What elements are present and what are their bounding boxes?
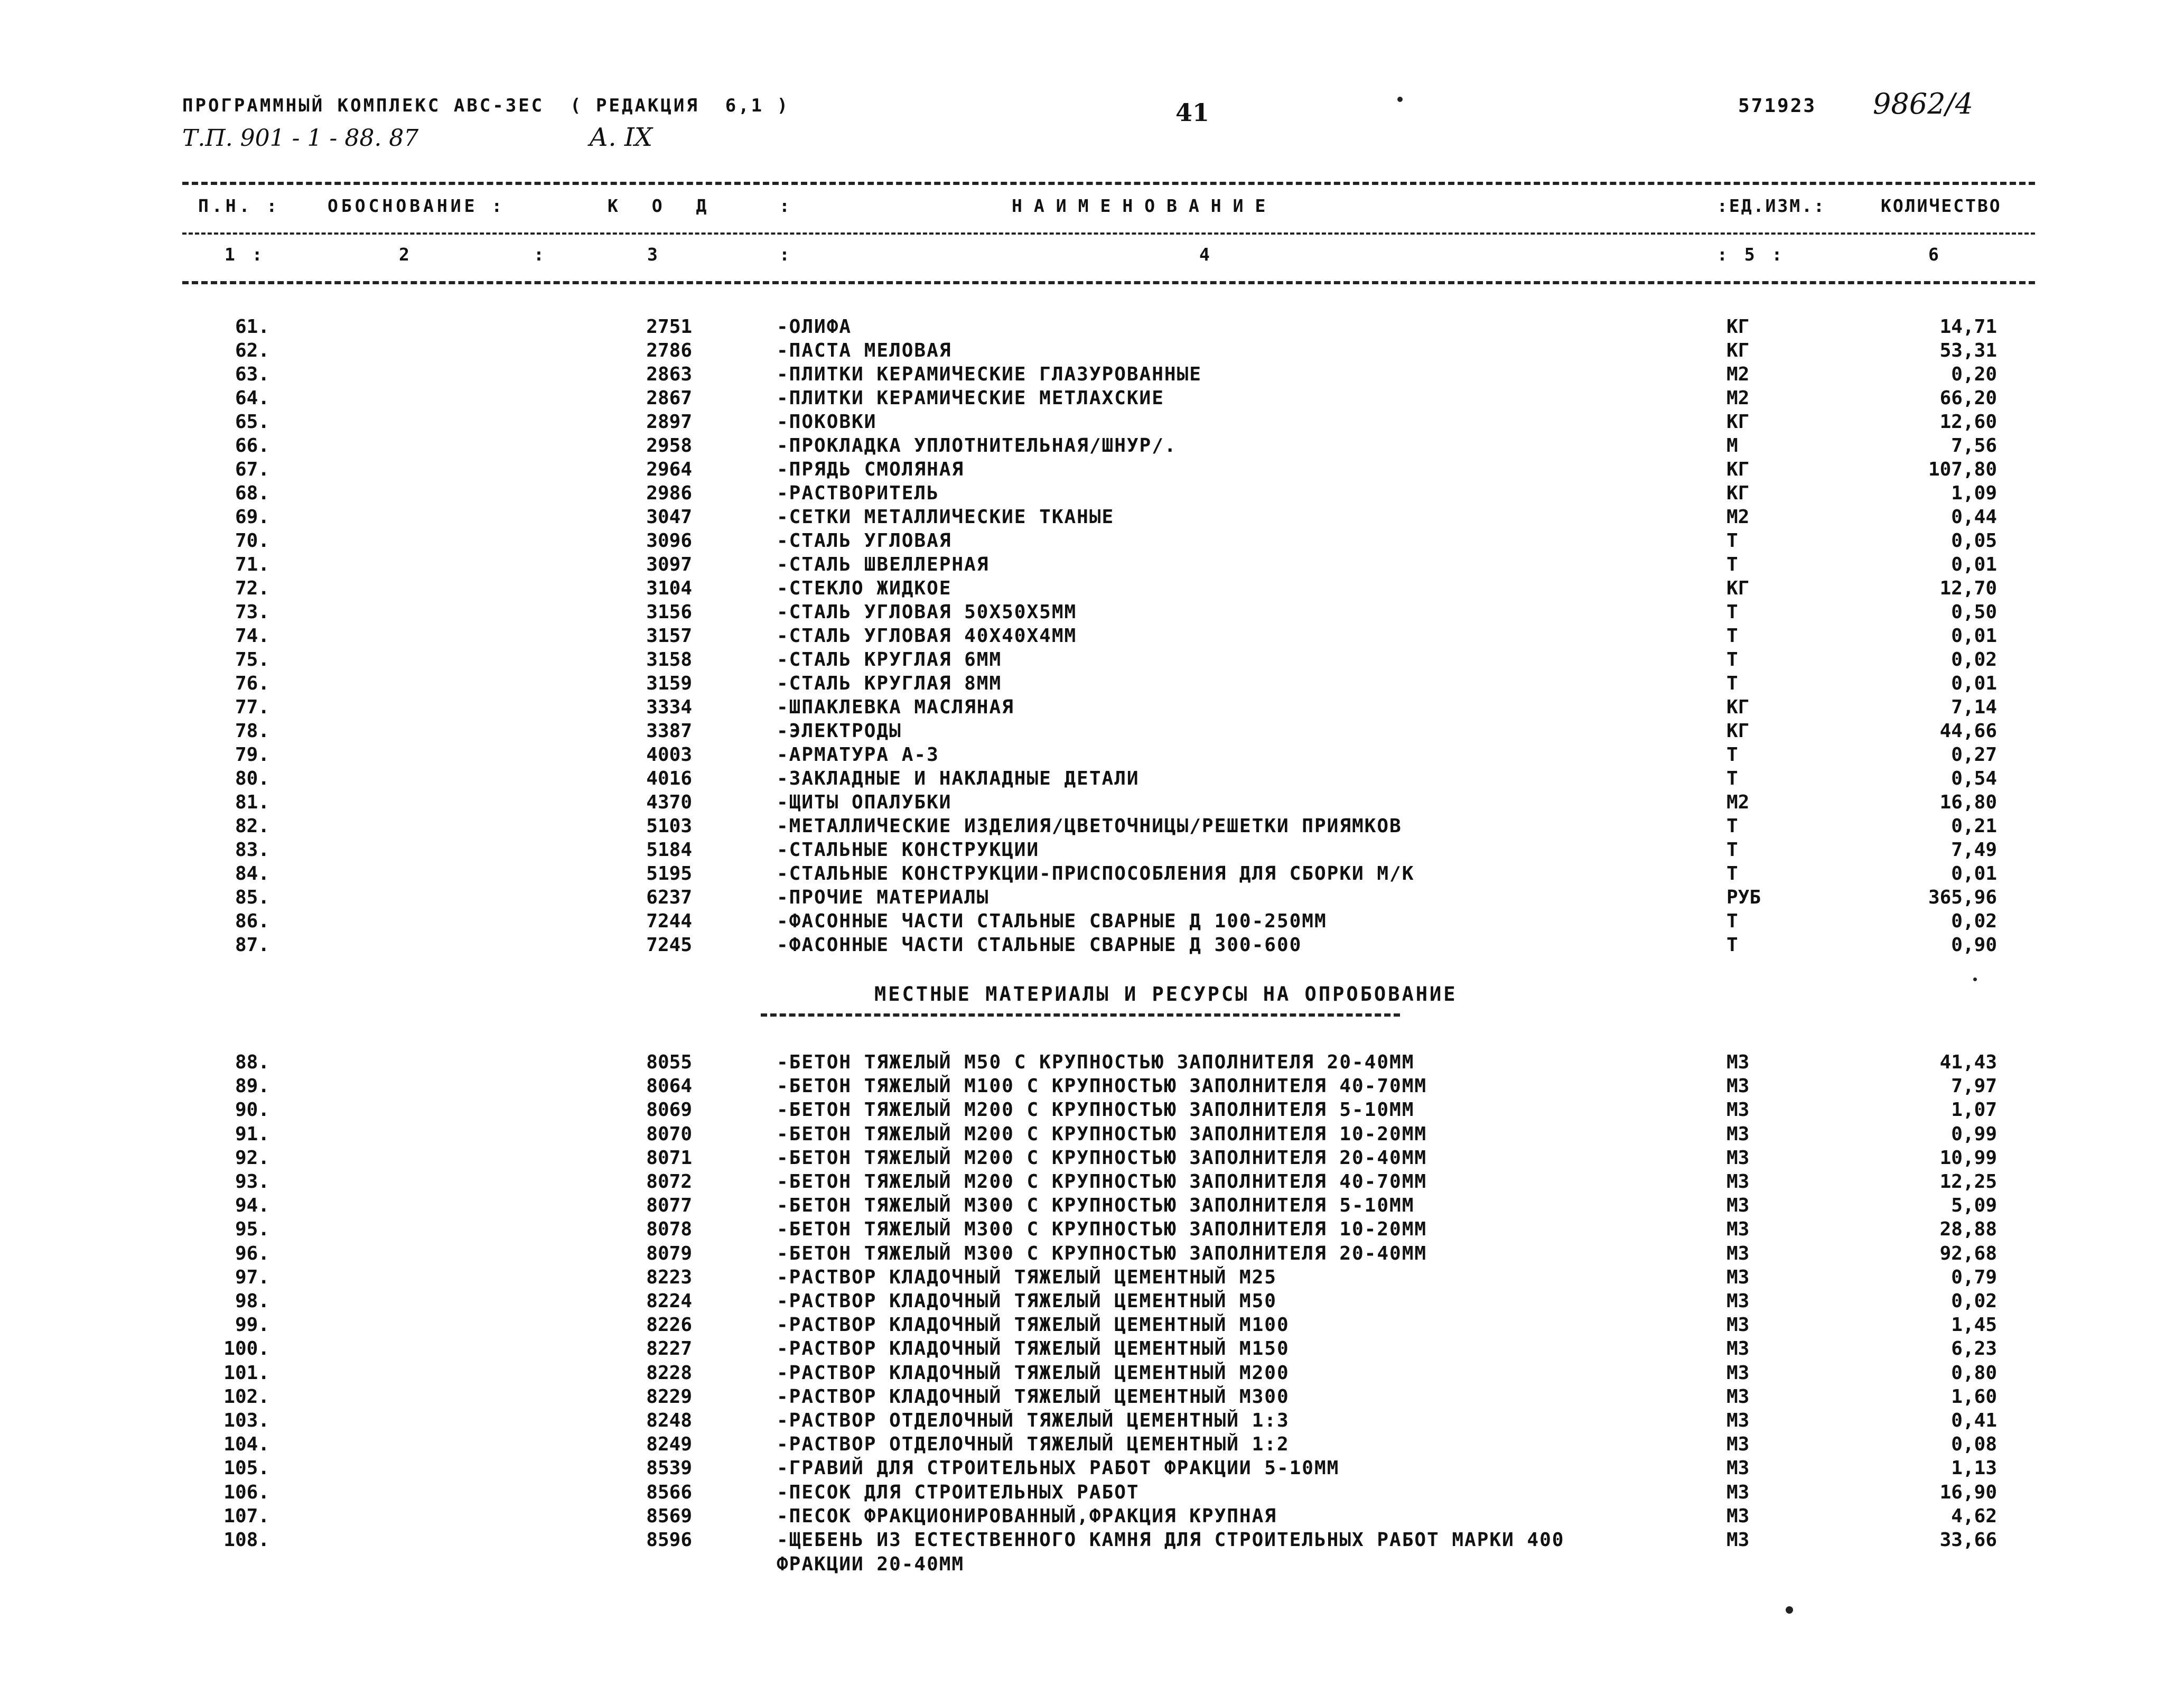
row-code: 7244 xyxy=(646,910,692,932)
row-number: 87. xyxy=(235,934,269,956)
row-quantity: 10,99 xyxy=(1939,1147,1997,1169)
row-quantity: 0,41 xyxy=(1951,1410,1997,1431)
row-code: 6237 xyxy=(646,887,692,908)
section-title: МЕСТНЫЕ МАТЕРИАЛЫ И РЕСУРСЫ НА ОПРОБОВАНИЕ xyxy=(874,983,1458,1006)
row-code: 8064 xyxy=(646,1075,692,1097)
row-unit: КГ xyxy=(1726,696,1750,718)
row-name: -ШПАКЛЕВКА МАСЛЯНАЯ xyxy=(777,696,1014,718)
row-name: -СТАЛЬ КРУГЛАЯ 8ММ xyxy=(777,673,1002,694)
row-code: 3047 xyxy=(646,506,692,528)
row-unit: Т xyxy=(1726,649,1738,671)
scan-speck xyxy=(1973,978,1977,981)
row-name: -СТАЛЬ КРУГЛАЯ 6ММ xyxy=(777,649,1002,671)
row-name: -СЕТКИ МЕТАЛЛИЧЕСКИЕ ТКАНЫЕ xyxy=(777,506,1115,528)
row-quantity: 12,60 xyxy=(1939,411,1997,433)
row-number: 61. xyxy=(235,316,269,338)
row-code: 8072 xyxy=(646,1171,692,1193)
row-name: -РАСТВОР КЛАДОЧНЫЙ ТЯЖЕЛЫЙ ЦЕМЕНТНЫЙ М300 xyxy=(777,1385,1290,1408)
row-unit: М2 xyxy=(1726,364,1750,385)
row-code: 8248 xyxy=(646,1410,692,1431)
row-number: 96. xyxy=(235,1242,269,1264)
row-quantity: 7,56 xyxy=(1951,435,1997,457)
row-name: -ОЛИФА xyxy=(777,316,852,338)
row-name: -ЩИТЫ ОПАЛУБКИ xyxy=(777,792,952,813)
row-name: -РАСТВОР ОТДЕЛОЧНЫЙ ТЯЖЕЛЫЙ ЦЕМЕНТНЫЙ 1:3 xyxy=(777,1410,1290,1431)
row-name: -СТАЛЬНЫЕ КОНСТРУКЦИИ-ПРИСПОСОБЛЕНИЯ ДЛЯ СБОРКИ М/К xyxy=(777,863,1415,885)
row-quantity: 7,97 xyxy=(1951,1075,1997,1097)
row-number: 67. xyxy=(235,459,269,480)
row-quantity: 1,09 xyxy=(1951,482,1997,504)
col-number-1: 1 : xyxy=(225,244,266,265)
row-code: 8079 xyxy=(646,1242,692,1264)
row-name: -ПОКОВКИ xyxy=(777,411,877,433)
row-quantity: 0,05 xyxy=(1951,530,1997,552)
row-name: -ЩЕБЕНЬ ИЗ ЕСТЕСТВЕННОГО КАМНЯ ДЛЯ СТРОИТЕЛЬНЫХ РАБОТ МАРКИ 400 xyxy=(777,1529,1565,1551)
col-sep: : xyxy=(779,196,793,216)
col-number-3: 3 xyxy=(647,244,661,265)
row-code: 8070 xyxy=(646,1123,692,1145)
row-code: 8229 xyxy=(646,1385,692,1408)
row-name: -ПРЯДЬ СМОЛЯНАЯ xyxy=(777,459,965,480)
row-code: 8249 xyxy=(646,1433,692,1456)
row-quantity: 4,62 xyxy=(1951,1505,1997,1527)
row-number: 84. xyxy=(235,863,269,885)
row-quantity: 0,99 xyxy=(1951,1123,1997,1145)
row-code: 8078 xyxy=(646,1218,692,1241)
scan-speck xyxy=(1786,1606,1793,1614)
row-unit: М2 xyxy=(1726,387,1750,409)
row-code: 8055 xyxy=(646,1051,692,1073)
row-unit: М3 xyxy=(1726,1123,1750,1145)
row-code: 3097 xyxy=(646,554,692,575)
row-name: -АРМАТУРА А-3 xyxy=(777,744,939,766)
row-name: -РАСТВОР КЛАДОЧНЫЙ ТЯЖЕЛЫЙ ЦЕМЕНТНЫЙ М50 xyxy=(777,1290,1277,1312)
row-unit: Т xyxy=(1726,910,1738,932)
code-number: 571923 xyxy=(1738,95,1817,117)
row-unit: Т xyxy=(1726,839,1738,861)
row-quantity: 0,27 xyxy=(1951,744,1997,766)
row-quantity: 92,68 xyxy=(1939,1242,1997,1264)
row-name: -РАСТВОР КЛАДОЧНЫЙ ТЯЖЕЛЫЙ ЦЕМЕНТНЫЙ М25 xyxy=(777,1266,1277,1288)
row-code: 2867 xyxy=(646,387,692,409)
row-number: 71. xyxy=(235,554,269,575)
row-quantity: 0,44 xyxy=(1951,506,1997,528)
row-name: -БЕТОН ТЯЖЕЛЫЙ М200 С КРУПНОСТЬЮ ЗАПОЛНИТЕЛЯ 40-70ММ xyxy=(777,1171,1427,1193)
row-quantity: 1,07 xyxy=(1951,1099,1997,1121)
row-number: 97. xyxy=(235,1266,269,1288)
row-number: 100. xyxy=(223,1338,269,1360)
row-unit: М3 xyxy=(1726,1171,1750,1193)
row-name: -РАСТВОР ОТДЕЛОЧНЫЙ ТЯЖЕЛЫЙ ЦЕМЕНТНЫЙ 1:2 xyxy=(777,1433,1290,1456)
row-name: -ЗАКЛАДНЫЕ И НАКЛАДНЫЕ ДЕТАЛИ xyxy=(777,768,1140,789)
row-number: 93. xyxy=(235,1171,269,1193)
row-name: -СТЕКЛО ЖИДКОЕ xyxy=(777,578,952,599)
row-unit: М3 xyxy=(1726,1433,1750,1456)
row-name: -СТАЛЬ УГЛОВАЯ 40Х40Х4ММ xyxy=(777,625,1077,647)
row-quantity: 0,01 xyxy=(1951,625,1997,647)
row-unit: М3 xyxy=(1726,1051,1750,1073)
row-code: 8223 xyxy=(646,1266,692,1288)
col-name-header: НАИМЕНОВАНИЕ xyxy=(1012,196,1277,216)
row-number: 69. xyxy=(235,506,269,528)
row-108-continuation: ФРАКЦИИ 20-40ММ xyxy=(777,1553,965,1575)
row-name: -ФАСОННЫЕ ЧАСТИ СТАЛЬНЫЕ СВАРНЫЕ Д 100-250ММ xyxy=(777,910,1327,932)
row-quantity: 44,66 xyxy=(1939,720,1997,742)
row-name: -РАСТВОР КЛАДОЧНЫЙ ТЯЖЕЛЫЙ ЦЕМЕНТНЫЙ М100 xyxy=(777,1314,1290,1336)
row-name: -СТАЛЬНЫЕ КОНСТРУКЦИИ xyxy=(777,839,1040,861)
row-code: 8228 xyxy=(646,1362,692,1384)
row-name: -БЕТОН ТЯЖЕЛЫЙ М50 С КРУПНОСТЬЮ ЗАПОЛНИТЕЛЯ 20-40ММ xyxy=(777,1051,1415,1073)
col-sep-3: : xyxy=(779,244,793,265)
col-qty-header: КОЛИЧЕСТВО xyxy=(1881,196,2002,216)
row-quantity: 0,01 xyxy=(1951,673,1997,694)
row-name: -СТАЛЬ УГЛОВАЯ 50Х50Х5ММ xyxy=(777,601,1077,623)
row-name: -БЕТОН ТЯЖЕЛЫЙ М200 С КРУПНОСТЬЮ ЗАПОЛНИТЕЛЯ 10-20ММ xyxy=(777,1123,1427,1145)
row-quantity: 16,90 xyxy=(1939,1481,1997,1503)
row-number: 103. xyxy=(223,1410,269,1431)
row-unit: М3 xyxy=(1726,1195,1750,1217)
row-number: 108. xyxy=(223,1529,269,1551)
row-code: 3104 xyxy=(646,578,692,599)
row-number: 81. xyxy=(235,792,269,813)
row-name: -БЕТОН ТЯЖЕЛЫЙ М100 С КРУПНОСТЬЮ ЗАПОЛНИТЕЛЯ 40-70ММ xyxy=(777,1075,1427,1097)
row-quantity: 0,20 xyxy=(1951,364,1997,385)
row-unit: М3 xyxy=(1726,1338,1750,1360)
col-code-header: К О Д xyxy=(608,196,718,216)
row-unit: Т xyxy=(1726,815,1738,837)
row-code: 8539 xyxy=(646,1457,692,1479)
row-code: 8227 xyxy=(646,1338,692,1360)
row-code: 8596 xyxy=(646,1529,692,1551)
row-code: 2863 xyxy=(646,364,692,385)
row-number: 107. xyxy=(223,1505,269,1527)
row-quantity: 1,13 xyxy=(1951,1457,1997,1479)
row-quantity: 41,43 xyxy=(1939,1051,1997,1073)
row-code: 2786 xyxy=(646,340,692,361)
row-quantity: 0,02 xyxy=(1951,649,1997,671)
row-number: 63. xyxy=(235,364,269,385)
row-number: 62. xyxy=(235,340,269,361)
col-number-2: 2 xyxy=(399,244,413,265)
row-unit: КГ xyxy=(1726,578,1750,599)
row-name: -МЕТАЛЛИЧЕСКИЕ ИЗДЕЛИЯ/ЦВЕТОЧНИЦЫ/РЕШЕТКИ ПРИЯМКОВ xyxy=(777,815,1402,837)
row-quantity: 66,20 xyxy=(1939,387,1997,409)
row-name: -РАСТВОР КЛАДОЧНЫЙ ТЯЖЕЛЫЙ ЦЕМЕНТНЫЙ М150 xyxy=(777,1338,1290,1360)
row-number: 64. xyxy=(235,387,269,409)
col-basis-header: ОБОСНОВАНИЕ : xyxy=(328,196,506,216)
row-name: -БЕТОН ТЯЖЕЛЫЙ М300 С КРУПНОСТЬЮ ЗАПОЛНИТЕЛЯ 5-10ММ xyxy=(777,1195,1415,1217)
row-unit: КГ xyxy=(1726,340,1750,361)
row-number: 94. xyxy=(235,1195,269,1217)
row-unit: КГ xyxy=(1726,316,1750,338)
row-number: 104. xyxy=(223,1433,269,1456)
row-quantity: 0,01 xyxy=(1951,554,1997,575)
row-code: 3159 xyxy=(646,673,692,694)
row-code: 7245 xyxy=(646,934,692,956)
row-quantity: 12,70 xyxy=(1939,578,1997,599)
col-unit-header: :ЕД.ИЗМ.: xyxy=(1717,196,1826,216)
row-name: -РАСТВОРИТЕЛЬ xyxy=(777,482,939,504)
row-number: 85. xyxy=(235,887,269,908)
row-unit: Т xyxy=(1726,673,1738,694)
row-number: 78. xyxy=(235,720,269,742)
section-title-underline xyxy=(761,1013,1400,1017)
col-number-4: 4 xyxy=(1199,244,1213,265)
row-number: 91. xyxy=(235,1123,269,1145)
row-unit: Т xyxy=(1726,625,1738,647)
row-code: 4370 xyxy=(646,792,692,813)
row-quantity: 0,90 xyxy=(1951,934,1997,956)
col-sep-2: : xyxy=(534,244,547,265)
row-number: 65. xyxy=(235,411,269,433)
row-name: -СТАЛЬ УГЛОВАЯ xyxy=(777,530,952,552)
row-quantity: 7,14 xyxy=(1951,696,1997,718)
row-number: 83. xyxy=(235,839,269,861)
row-number: 99. xyxy=(235,1314,269,1336)
row-name: -БЕТОН ТЯЖЕЛЫЙ М300 С КРУПНОСТЬЮ ЗАПОЛНИТЕЛЯ 20-40ММ xyxy=(777,1242,1427,1264)
row-quantity: 12,25 xyxy=(1939,1171,1997,1193)
row-number: 80. xyxy=(235,768,269,789)
row-code: 3387 xyxy=(646,720,692,742)
row-quantity: 0,02 xyxy=(1951,1290,1997,1312)
row-quantity: 1,60 xyxy=(1951,1385,1997,1408)
col-pn-header: П.Н. : xyxy=(198,196,281,216)
row-unit: М3 xyxy=(1726,1410,1750,1431)
row-quantity: 0,50 xyxy=(1951,601,1997,623)
row-code: 2751 xyxy=(646,316,692,338)
row-quantity: 0,79 xyxy=(1951,1266,1997,1288)
row-name: -ГРАВИЙ ДЛЯ СТРОИТЕЛЬНЫХ РАБОТ ФРАКЦИИ 5-10ММ xyxy=(777,1457,1340,1479)
row-number: 95. xyxy=(235,1218,269,1241)
row-name: -ПЛИТКИ КЕРАМИЧЕСКИЕ ГЛАЗУРОВАННЫЕ xyxy=(777,364,1202,385)
row-number: 82. xyxy=(235,815,269,837)
row-code: 3158 xyxy=(646,649,692,671)
row-unit: М3 xyxy=(1726,1147,1750,1169)
row-unit: РУБ xyxy=(1726,887,1761,908)
row-unit: М3 xyxy=(1726,1362,1750,1384)
row-code: 5195 xyxy=(646,863,692,885)
row-code: 3334 xyxy=(646,696,692,718)
row-unit: М3 xyxy=(1726,1099,1750,1121)
row-number: 90. xyxy=(235,1099,269,1121)
row-quantity: 53,31 xyxy=(1939,340,1997,361)
header-rule-top xyxy=(182,182,2035,185)
row-number: 102. xyxy=(223,1385,269,1408)
row-quantity: 7,49 xyxy=(1951,839,1997,861)
row-code: 5184 xyxy=(646,839,692,861)
row-number: 98. xyxy=(235,1290,269,1312)
row-number: 75. xyxy=(235,649,269,671)
col-number-5: : 5 : xyxy=(1717,244,1786,265)
row-number: 76. xyxy=(235,673,269,694)
row-code: 4003 xyxy=(646,744,692,766)
row-quantity: 107,80 xyxy=(1928,459,1997,480)
row-unit: М3 xyxy=(1726,1505,1750,1527)
row-quantity: 5,09 xyxy=(1951,1195,1997,1217)
row-code: 8566 xyxy=(646,1481,692,1503)
row-code: 8077 xyxy=(646,1195,692,1217)
row-quantity: 14,71 xyxy=(1939,316,1997,338)
album-handwritten: А. IX xyxy=(589,123,652,152)
row-code: 2897 xyxy=(646,411,692,433)
col-number-6: 6 xyxy=(1928,244,1942,265)
row-code: 8069 xyxy=(646,1099,692,1121)
row-code: 8569 xyxy=(646,1505,692,1527)
row-number: 72. xyxy=(235,578,269,599)
row-quantity: 16,80 xyxy=(1939,792,1997,813)
row-quantity: 6,23 xyxy=(1951,1338,1997,1360)
row-unit: Т xyxy=(1726,554,1738,575)
row-unit: Т xyxy=(1726,601,1738,623)
row-quantity: 0,02 xyxy=(1951,910,1997,932)
row-name: -ПРОКЛАДКА УПЛОТНИТЕЛЬНАЯ/ШНУР/. xyxy=(777,435,1177,457)
row-quantity: 1,45 xyxy=(1951,1314,1997,1336)
row-quantity: 28,88 xyxy=(1939,1218,1997,1241)
row-unit: КГ xyxy=(1726,482,1750,504)
row-unit: Т xyxy=(1726,768,1738,789)
header-rule-bottom xyxy=(182,281,2035,284)
row-unit: М3 xyxy=(1726,1242,1750,1264)
handwritten-code: 9862/4 xyxy=(1873,87,1973,120)
row-number: 79. xyxy=(235,744,269,766)
row-unit: М2 xyxy=(1726,792,1750,813)
row-number: 105. xyxy=(223,1457,269,1479)
row-quantity: 0,21 xyxy=(1951,815,1997,837)
row-number: 106. xyxy=(223,1481,269,1503)
row-name: -ФАСОННЫЕ ЧАСТИ СТАЛЬНЫЕ СВАРНЫЕ Д 300-600 xyxy=(777,934,1302,956)
header-rule-mid xyxy=(182,232,2035,235)
row-code: 2958 xyxy=(646,435,692,457)
row-unit: КГ xyxy=(1726,720,1750,742)
row-unit: М3 xyxy=(1726,1481,1750,1503)
row-number: 74. xyxy=(235,625,269,647)
row-name: -БЕТОН ТЯЖЕЛЫЙ М300 С КРУПНОСТЬЮ ЗАПОЛНИТЕЛЯ 10-20ММ xyxy=(777,1218,1427,1241)
row-name: -ПЛИТКИ КЕРАМИЧЕСКИЕ МЕТЛАХСКИЕ xyxy=(777,387,1164,409)
row-unit: Т xyxy=(1726,744,1738,766)
row-name: -ПЕСОК ДЛЯ СТРОИТЕЛЬНЫХ РАБОТ xyxy=(777,1481,1140,1503)
row-quantity: 365,96 xyxy=(1928,887,1997,908)
row-name: -БЕТОН ТЯЖЕЛЫЙ М200 С КРУПНОСТЬЮ ЗАПОЛНИТЕЛЯ 20-40ММ xyxy=(777,1147,1427,1169)
row-unit: М3 xyxy=(1726,1314,1750,1336)
row-unit: КГ xyxy=(1726,459,1750,480)
row-name: -СТАЛЬ ШВЕЛЛЕРНАЯ xyxy=(777,554,990,575)
row-unit: М3 xyxy=(1726,1385,1750,1408)
row-number: 86. xyxy=(235,910,269,932)
row-unit: М3 xyxy=(1726,1290,1750,1312)
row-number: 66. xyxy=(235,435,269,457)
row-unit: Т xyxy=(1726,863,1738,885)
page-number: 41 xyxy=(1175,98,1210,127)
row-quantity: 0,01 xyxy=(1951,863,1997,885)
row-unit: М3 xyxy=(1726,1457,1750,1479)
row-name: -ПЕСОК ФРАКЦИОНИРОВАННЫЙ,ФРАКЦИЯ КРУПНАЯ xyxy=(777,1505,1277,1527)
row-name: -ПРОЧИЕ МАТЕРИАЛЫ xyxy=(777,887,990,908)
scan-speck xyxy=(1397,97,1403,102)
row-code: 3157 xyxy=(646,625,692,647)
row-number: 68. xyxy=(235,482,269,504)
row-number: 70. xyxy=(235,530,269,552)
row-name: -ПАСТА МЕЛОВАЯ xyxy=(777,340,952,361)
row-unit: М xyxy=(1726,435,1738,457)
row-unit: М3 xyxy=(1726,1218,1750,1241)
row-unit: Т xyxy=(1726,934,1738,956)
row-unit: М2 xyxy=(1726,506,1750,528)
row-quantity: 0,54 xyxy=(1951,768,1997,789)
row-name: -БЕТОН ТЯЖЕЛЫЙ М200 С КРУПНОСТЬЮ ЗАПОЛНИТЕЛЯ 5-10ММ xyxy=(777,1099,1415,1121)
row-code: 8071 xyxy=(646,1147,692,1169)
row-code: 3096 xyxy=(646,530,692,552)
row-unit: КГ xyxy=(1726,411,1750,433)
row-unit: М3 xyxy=(1726,1529,1750,1551)
tp-handwritten: Т.П. 901 - 1 - 88. 87 xyxy=(182,125,419,152)
row-number: 88. xyxy=(235,1051,269,1073)
row-code: 8226 xyxy=(646,1314,692,1336)
row-name: -ЭЛЕКТРОДЫ xyxy=(777,720,902,742)
row-unit: М3 xyxy=(1726,1075,1750,1097)
row-name: -РАСТВОР КЛАДОЧНЫЙ ТЯЖЕЛЫЙ ЦЕМЕНТНЫЙ М200 xyxy=(777,1362,1290,1384)
row-code: 8224 xyxy=(646,1290,692,1312)
row-number: 92. xyxy=(235,1147,269,1169)
row-number: 77. xyxy=(235,696,269,718)
row-code: 2964 xyxy=(646,459,692,480)
row-number: 101. xyxy=(223,1362,269,1384)
row-quantity: 0,08 xyxy=(1951,1433,1997,1456)
row-unit: Т xyxy=(1726,530,1738,552)
row-code: 2986 xyxy=(646,482,692,504)
row-code: 3156 xyxy=(646,601,692,623)
program-title: ПРОГРАММНЫЙ КОМПЛЕКС АВС-3ЕС ( РЕДАКЦИЯ 6,1 ) xyxy=(182,95,790,116)
row-number: 89. xyxy=(235,1075,269,1097)
row-quantity: 33,66 xyxy=(1939,1529,1997,1551)
row-code: 5103 xyxy=(646,815,692,837)
row-code: 4016 xyxy=(646,768,692,789)
row-quantity: 0,80 xyxy=(1951,1362,1997,1384)
row-number: 73. xyxy=(235,601,269,623)
row-unit: М3 xyxy=(1726,1266,1750,1288)
